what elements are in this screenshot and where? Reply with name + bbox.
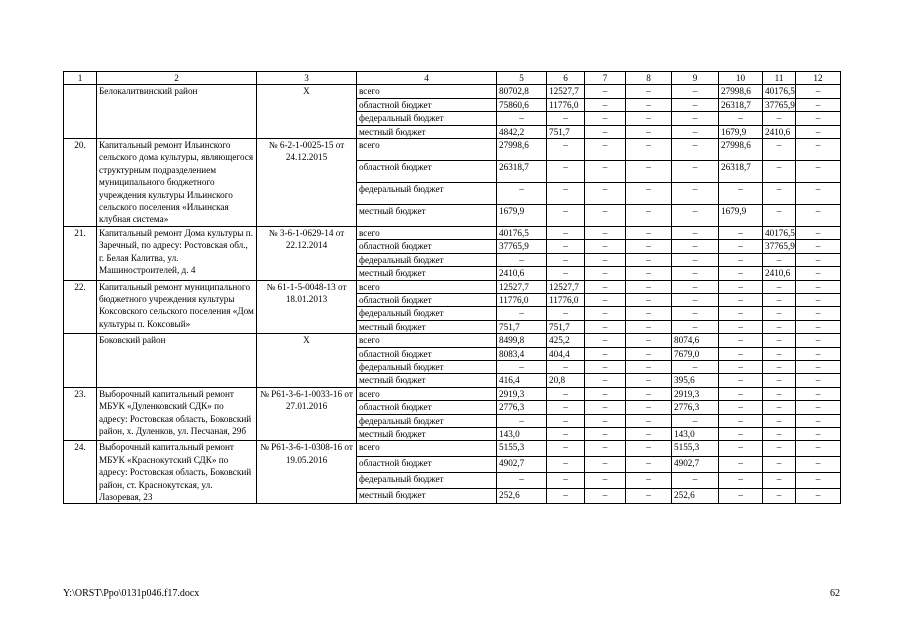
funding-source: федеральный бюджет	[357, 112, 497, 125]
amount-cell: –	[719, 320, 763, 333]
amount-cell: –	[796, 204, 841, 226]
amount-cell: 425,2	[547, 334, 585, 347]
amount-cell: 416,4	[497, 374, 547, 387]
amount-cell: –	[796, 267, 841, 280]
amount-cell: –	[626, 457, 672, 473]
amount-cell: –	[585, 347, 626, 360]
amount-cell: –	[763, 160, 796, 182]
table-row	[64, 139, 841, 161]
amount-cell: –	[626, 182, 672, 204]
amount-cell: –	[763, 280, 796, 293]
amount-cell: –	[626, 98, 672, 111]
amount-cell: –	[626, 125, 672, 138]
amount-cell: –	[672, 414, 719, 427]
amount-cell: 1679,9	[719, 204, 763, 226]
table-row	[64, 441, 841, 457]
amount-cell: –	[796, 307, 841, 320]
expertise-document: Х	[257, 85, 357, 139]
amount-cell: –	[585, 457, 626, 473]
amount-cell: –	[763, 488, 796, 504]
amount-cell: –	[796, 488, 841, 504]
amount-cell: –	[763, 334, 796, 347]
amount-cell: –	[626, 204, 672, 226]
column-number: 8	[626, 72, 672, 85]
amount-cell: –	[497, 414, 547, 427]
expertise-document: № 3-6-1-0629-14 от 22.12.2014	[257, 226, 357, 280]
amount-cell: –	[672, 85, 719, 98]
amount-cell: –	[547, 441, 585, 457]
amount-cell: –	[626, 488, 672, 504]
column-number: 3	[257, 72, 357, 85]
amount-cell: 12527,7	[547, 280, 585, 293]
amount-cell: –	[585, 240, 626, 253]
amount-cell: –	[763, 139, 796, 161]
amount-cell: 37765,9	[763, 240, 796, 253]
amount-cell: –	[763, 112, 796, 125]
funding-source: федеральный бюджет	[357, 414, 497, 427]
amount-cell: –	[626, 387, 672, 400]
amount-cell: –	[626, 85, 672, 98]
item-number	[64, 334, 97, 388]
amount-cell: –	[796, 360, 841, 373]
object-name: Капитальный ремонт муниципального бюджетного учреждения культуры Коксовского сельского поселения «Дом культуры п. Коксовый»	[97, 280, 257, 334]
amount-cell: –	[796, 347, 841, 360]
amount-cell: –	[719, 307, 763, 320]
amount-cell: 80702,8	[497, 85, 547, 98]
amount-cell: –	[547, 427, 585, 440]
amount-cell: –	[719, 112, 763, 125]
amount-cell: –	[497, 112, 547, 125]
amount-cell: –	[719, 414, 763, 427]
amount-cell: –	[719, 253, 763, 266]
amount-cell: 27998,6	[719, 85, 763, 98]
amount-cell: –	[796, 441, 841, 457]
amount-cell: 26318,7	[719, 98, 763, 111]
amount-cell: –	[796, 112, 841, 125]
amount-cell: –	[585, 85, 626, 98]
amount-cell: 751,7	[547, 320, 585, 333]
amount-cell: 2776,3	[672, 401, 719, 414]
amount-cell: 2919,3	[672, 387, 719, 400]
amount-cell: –	[796, 387, 841, 400]
expertise-document: № Р61-3-6-1-0308-16 от 19.05.2016	[257, 441, 357, 504]
amount-cell: –	[719, 226, 763, 239]
amount-cell: –	[763, 401, 796, 414]
amount-cell: –	[585, 226, 626, 239]
funding-source: федеральный бюджет	[357, 182, 497, 204]
column-number: 12	[796, 72, 841, 85]
amount-cell: –	[585, 472, 626, 488]
amount-cell: –	[585, 280, 626, 293]
amount-cell: –	[796, 334, 841, 347]
amount-cell: –	[796, 293, 841, 306]
amount-cell: 2410,6	[763, 267, 796, 280]
amount-cell: –	[796, 427, 841, 440]
amount-cell: –	[585, 160, 626, 182]
column-number: 2	[97, 72, 257, 85]
amount-cell: 40176,5	[763, 226, 796, 239]
amount-cell: –	[547, 387, 585, 400]
amount-cell: –	[497, 360, 547, 373]
amount-cell: –	[626, 112, 672, 125]
amount-cell: –	[626, 401, 672, 414]
amount-cell: –	[672, 307, 719, 320]
page-number: 62	[830, 588, 840, 599]
expertise-document: № 6-2-1-0025-15 от 24.12.2015	[257, 139, 357, 227]
amount-cell: –	[719, 280, 763, 293]
table-row	[64, 280, 841, 293]
amount-cell: –	[672, 360, 719, 373]
amount-cell: –	[719, 334, 763, 347]
amount-cell: 11776,0	[547, 98, 585, 111]
amount-cell: –	[672, 280, 719, 293]
amount-cell: –	[626, 240, 672, 253]
amount-cell: –	[585, 401, 626, 414]
amount-cell: –	[719, 427, 763, 440]
amount-cell: 395,6	[672, 374, 719, 387]
item-number: 21.	[64, 226, 97, 280]
funding-source: местный бюджет	[357, 125, 497, 138]
expertise-document: № Р61-3-6-1-0033-16 от 27.01.2016	[257, 387, 357, 441]
funding-source: областной бюджет	[357, 160, 497, 182]
amount-cell: –	[796, 457, 841, 473]
object-name: Боковский район	[97, 334, 257, 388]
funding-source: местный бюджет	[357, 204, 497, 226]
amount-cell: –	[547, 112, 585, 125]
amount-cell: –	[672, 472, 719, 488]
amount-cell: –	[585, 414, 626, 427]
amount-cell: –	[585, 387, 626, 400]
amount-cell: –	[585, 427, 626, 440]
amount-cell: –	[497, 307, 547, 320]
object-name: Капитальный ремонт Ильинского сельского дома культуры, являющегося структурным подразделением муниципального бюджетного учреждения культуры Ильинского сельского поселения «Ильинская клубная система»	[97, 139, 257, 227]
amount-cell: 4902,7	[497, 457, 547, 473]
funding-source: областной бюджет	[357, 347, 497, 360]
amount-cell: –	[796, 226, 841, 239]
amount-cell: –	[796, 98, 841, 111]
amount-cell: –	[626, 253, 672, 266]
amount-cell: –	[763, 347, 796, 360]
amount-cell: –	[497, 253, 547, 266]
amount-cell: 4902,7	[672, 457, 719, 473]
amount-cell: –	[719, 457, 763, 473]
amount-cell: 12527,7	[497, 280, 547, 293]
amount-cell: –	[719, 472, 763, 488]
amount-cell: –	[672, 125, 719, 138]
funding-source: областной бюджет	[357, 401, 497, 414]
amount-cell: –	[547, 307, 585, 320]
amount-cell: 5155,3	[497, 441, 547, 457]
amount-cell: –	[719, 240, 763, 253]
funding-source: областной бюджет	[357, 293, 497, 306]
amount-cell: –	[626, 347, 672, 360]
amount-cell: –	[626, 360, 672, 373]
funding-source: всего	[357, 280, 497, 293]
amount-cell: –	[763, 441, 796, 457]
amount-cell: –	[796, 182, 841, 204]
amount-cell: –	[585, 182, 626, 204]
amount-cell: –	[719, 360, 763, 373]
amount-cell: –	[626, 472, 672, 488]
item-number: 20.	[64, 139, 97, 227]
amount-cell: –	[796, 472, 841, 488]
funding-source: всего	[357, 441, 497, 457]
amount-cell: –	[585, 307, 626, 320]
amount-cell: 1679,9	[719, 125, 763, 138]
amount-cell: –	[719, 387, 763, 400]
funding-source: всего	[357, 85, 497, 98]
amount-cell: –	[626, 374, 672, 387]
amount-cell: –	[547, 240, 585, 253]
amount-cell: –	[585, 98, 626, 111]
funding-source: местный бюджет	[357, 320, 497, 333]
amount-cell: 26318,7	[719, 160, 763, 182]
column-number: 5	[497, 72, 547, 85]
amount-cell: 143,0	[672, 427, 719, 440]
amount-cell: –	[672, 240, 719, 253]
expertise-document: Х	[257, 334, 357, 388]
funding-source: федеральный бюджет	[357, 253, 497, 266]
column-number-row	[64, 72, 841, 85]
funding-source: областной бюджет	[357, 457, 497, 473]
funding-source: федеральный бюджет	[357, 307, 497, 320]
amount-cell: –	[763, 427, 796, 440]
file-path: Y:\ORST\Ppo\0131p046.f17.docx	[63, 588, 200, 599]
amount-cell: –	[796, 374, 841, 387]
amount-cell: –	[626, 226, 672, 239]
amount-cell: –	[796, 401, 841, 414]
amount-cell: 4842,2	[497, 125, 547, 138]
amount-cell: –	[672, 320, 719, 333]
amount-cell: –	[763, 360, 796, 373]
amount-cell: –	[585, 125, 626, 138]
table-row	[64, 334, 841, 347]
amount-cell: –	[672, 253, 719, 266]
amount-cell: –	[763, 414, 796, 427]
amount-cell: 40176,5	[497, 226, 547, 239]
funding-source: федеральный бюджет	[357, 360, 497, 373]
amount-cell: –	[626, 160, 672, 182]
amount-cell: –	[796, 280, 841, 293]
amount-cell: –	[719, 182, 763, 204]
column-number: 10	[719, 72, 763, 85]
amount-cell: –	[626, 307, 672, 320]
amount-cell: –	[547, 401, 585, 414]
column-number: 1	[64, 72, 97, 85]
funding-source: местный бюджет	[357, 427, 497, 440]
budget-table	[63, 71, 841, 504]
amount-cell: –	[585, 441, 626, 457]
amount-cell: 75860,6	[497, 98, 547, 111]
amount-cell: –	[763, 472, 796, 488]
amount-cell: 252,6	[497, 488, 547, 504]
amount-cell: 20,8	[547, 374, 585, 387]
table-row	[64, 226, 841, 239]
table-row	[64, 387, 841, 400]
amount-cell: –	[672, 204, 719, 226]
amount-cell: –	[585, 374, 626, 387]
column-number: 6	[547, 72, 585, 85]
amount-cell: 11776,0	[497, 293, 547, 306]
funding-source: всего	[357, 139, 497, 161]
funding-source: всего	[357, 226, 497, 239]
amount-cell: –	[585, 112, 626, 125]
funding-source: местный бюджет	[357, 267, 497, 280]
amount-cell: –	[547, 253, 585, 266]
amount-cell: 11776,0	[547, 293, 585, 306]
amount-cell: –	[547, 139, 585, 161]
amount-cell: 26318,7	[497, 160, 547, 182]
amount-cell: –	[585, 360, 626, 373]
amount-cell: 1679,9	[497, 204, 547, 226]
amount-cell: –	[763, 457, 796, 473]
amount-cell: –	[719, 401, 763, 414]
amount-cell: 27998,6	[719, 139, 763, 161]
amount-cell: 37765,9	[763, 98, 796, 111]
amount-cell: –	[547, 472, 585, 488]
amount-cell: 8074,6	[672, 334, 719, 347]
amount-cell: –	[672, 182, 719, 204]
amount-cell: –	[672, 267, 719, 280]
funding-source: областной бюджет	[357, 240, 497, 253]
table-row	[64, 85, 841, 98]
amount-cell: –	[796, 125, 841, 138]
amount-cell: 2776,3	[497, 401, 547, 414]
amount-cell: –	[626, 293, 672, 306]
column-number: 11	[763, 72, 796, 85]
amount-cell: –	[763, 307, 796, 320]
amount-cell: –	[763, 320, 796, 333]
amount-cell: –	[672, 98, 719, 111]
item-number	[64, 85, 97, 139]
amount-cell: –	[626, 280, 672, 293]
amount-cell: 40176,5	[763, 85, 796, 98]
amount-cell: –	[585, 488, 626, 504]
amount-cell: –	[626, 267, 672, 280]
amount-cell: 143,0	[497, 427, 547, 440]
amount-cell: –	[719, 267, 763, 280]
amount-cell: 5155,3	[672, 441, 719, 457]
amount-cell: –	[763, 293, 796, 306]
amount-cell: –	[626, 441, 672, 457]
amount-cell: –	[547, 457, 585, 473]
amount-cell: –	[497, 182, 547, 204]
amount-cell: –	[585, 139, 626, 161]
amount-cell: –	[547, 360, 585, 373]
amount-cell: 2919,3	[497, 387, 547, 400]
amount-cell: –	[626, 427, 672, 440]
amount-cell: –	[626, 139, 672, 161]
amount-cell: –	[763, 374, 796, 387]
object-name: Белокалитвинский район	[97, 85, 257, 139]
item-number: 23.	[64, 387, 97, 441]
amount-cell: –	[719, 488, 763, 504]
amount-cell: 404,4	[547, 347, 585, 360]
amount-cell: –	[547, 160, 585, 182]
amount-cell: 2410,6	[763, 125, 796, 138]
amount-cell: –	[547, 204, 585, 226]
amount-cell: –	[719, 347, 763, 360]
funding-source: местный бюджет	[357, 488, 497, 504]
item-number: 22.	[64, 280, 97, 334]
amount-cell: –	[796, 253, 841, 266]
object-name: Выборочный капитальный ремонт МБУК «Краснокутский СДК» по адресу: Ростовская область, Боковский район, ст. Краснокутская, ул. Лазоревая, 23	[97, 441, 257, 504]
amount-cell: –	[585, 267, 626, 280]
amount-cell: –	[547, 414, 585, 427]
amount-cell: –	[763, 204, 796, 226]
funding-source: местный бюджет	[357, 374, 497, 387]
amount-cell: 252,6	[672, 488, 719, 504]
funding-source: областной бюджет	[357, 98, 497, 111]
amount-cell: –	[547, 226, 585, 239]
amount-cell: –	[672, 160, 719, 182]
amount-cell: –	[763, 182, 796, 204]
amount-cell: 751,7	[547, 125, 585, 138]
amount-cell: 7679,0	[672, 347, 719, 360]
amount-cell: –	[585, 253, 626, 266]
funding-source: федеральный бюджет	[357, 472, 497, 488]
funding-source: всего	[357, 334, 497, 347]
amount-cell: 751,7	[497, 320, 547, 333]
amount-cell: –	[796, 240, 841, 253]
column-number: 7	[585, 72, 626, 85]
amount-cell: 8083,4	[497, 347, 547, 360]
amount-cell: –	[672, 112, 719, 125]
amount-cell: –	[796, 139, 841, 161]
amount-cell: 8499,8	[497, 334, 547, 347]
amount-cell: –	[719, 293, 763, 306]
amount-cell: –	[547, 488, 585, 504]
amount-cell: –	[585, 334, 626, 347]
amount-cell: –	[719, 441, 763, 457]
amount-cell: –	[719, 374, 763, 387]
expertise-document: № 61-1-5-0048-13 от 18.01.2013	[257, 280, 357, 334]
amount-cell: –	[796, 414, 841, 427]
amount-cell: –	[796, 85, 841, 98]
amount-cell: 2410,6	[497, 267, 547, 280]
amount-cell: –	[672, 293, 719, 306]
amount-cell: 12527,7	[547, 85, 585, 98]
object-name: Выборочный капитальный ремонт МБУК «Дуленковский СДК» по адресу: Ростовская область, Боковский район, х. Дуленков, ул. Песчаная, 29б	[97, 387, 257, 441]
object-name: Капитальный ремонт Дома культуры п. Заречный, по адресу: Ростовская обл., г. Белая Калитва, ул. Машиностроителей, д. 4	[97, 226, 257, 280]
amount-cell: –	[497, 472, 547, 488]
column-number: 9	[672, 72, 719, 85]
column-number: 4	[357, 72, 497, 85]
amount-cell: –	[796, 320, 841, 333]
amount-cell: –	[626, 414, 672, 427]
amount-cell: 27998,6	[497, 139, 547, 161]
amount-cell: –	[672, 226, 719, 239]
amount-cell: –	[763, 387, 796, 400]
amount-cell: –	[547, 267, 585, 280]
amount-cell: –	[585, 320, 626, 333]
amount-cell: 37765,9	[497, 240, 547, 253]
amount-cell: –	[796, 160, 841, 182]
funding-source: всего	[357, 387, 497, 400]
item-number: 24.	[64, 441, 97, 504]
amount-cell: –	[626, 320, 672, 333]
amount-cell: –	[626, 334, 672, 347]
amount-cell: –	[763, 253, 796, 266]
amount-cell: –	[547, 182, 585, 204]
amount-cell: –	[585, 204, 626, 226]
amount-cell: –	[585, 293, 626, 306]
amount-cell: –	[672, 139, 719, 161]
